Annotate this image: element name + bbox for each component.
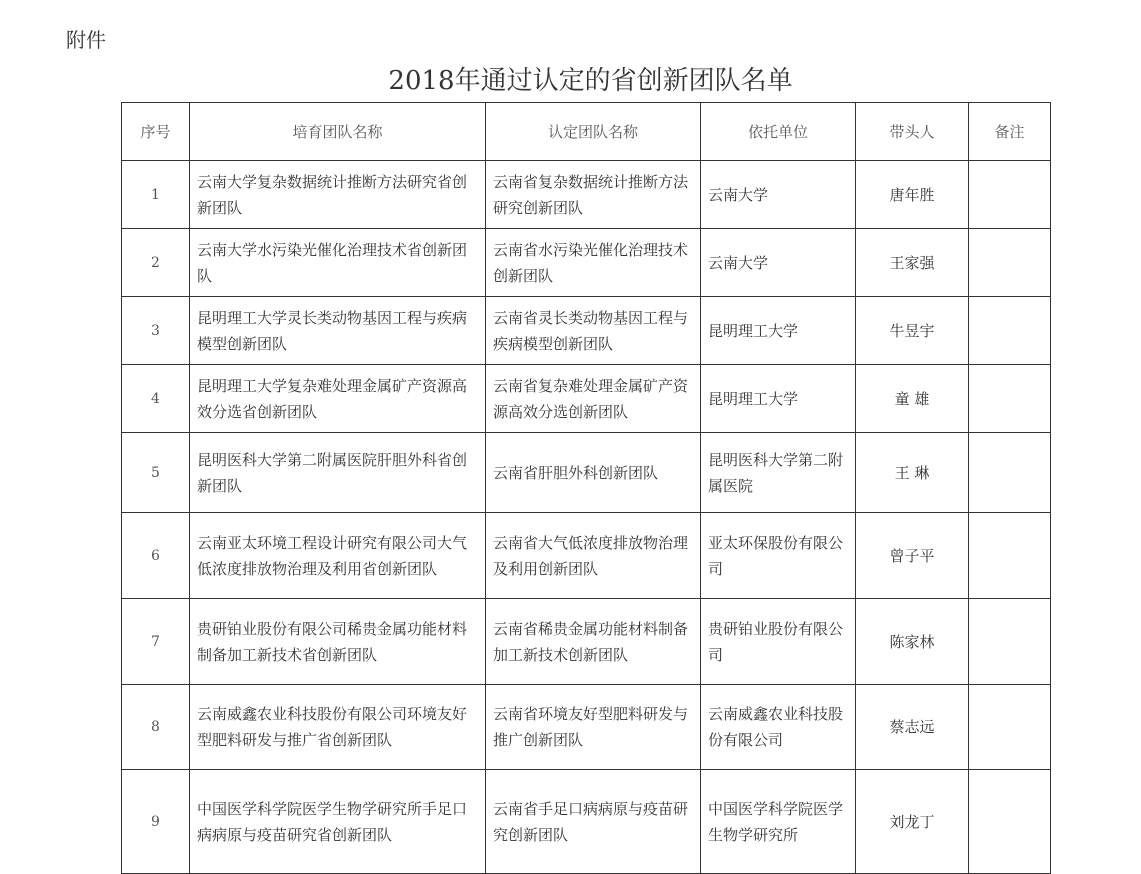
cell-host-unit: 云南大学 bbox=[701, 229, 856, 297]
cell-host-unit: 昆明理工大学 bbox=[701, 297, 856, 365]
cell-certified-team: 云南省稀贵金属功能材料制备加工新技术创新团队 bbox=[486, 599, 701, 685]
cell-cultivate-team: 云南大学复杂数据统计推断方法研究省创新团队 bbox=[190, 161, 486, 229]
cell-no: 6 bbox=[122, 513, 190, 599]
table-row bbox=[122, 685, 1051, 770]
cell-cultivate-team: 云南大学水污染光催化治理技术省创新团队 bbox=[190, 229, 486, 297]
cell-leader: 王 琳 bbox=[856, 433, 969, 513]
cell-leader: 陈家林 bbox=[856, 599, 969, 685]
cell-certified-team: 云南省手足口病病原与疫苗研究创新团队 bbox=[486, 770, 701, 874]
table-row bbox=[122, 161, 1051, 229]
table-row bbox=[122, 433, 1051, 513]
cell-no: 7 bbox=[122, 599, 190, 685]
table-row bbox=[122, 297, 1051, 365]
cell-host-unit: 贵研铂业股份有限公司 bbox=[701, 599, 856, 685]
cell-host-unit: 昆明医科大学第二附属医院 bbox=[701, 433, 856, 513]
cell-certified-team: 云南省复杂数据统计推断方法研究创新团队 bbox=[486, 161, 701, 229]
cell-leader: 唐年胜 bbox=[856, 161, 969, 229]
team-list-table bbox=[121, 102, 1051, 874]
cell-certified-team: 云南省灵长类动物基因工程与疾病模型创新团队 bbox=[486, 297, 701, 365]
cell-note bbox=[969, 433, 1051, 513]
cell-certified-team: 云南省环境友好型肥料研发与推广创新团队 bbox=[486, 685, 701, 770]
cell-no: 2 bbox=[122, 229, 190, 297]
cell-leader: 王家强 bbox=[856, 229, 969, 297]
cell-no: 1 bbox=[122, 161, 190, 229]
cell-cultivate-team: 云南威鑫农业科技股份有限公司环境友好型肥料研发与推广省创新团队 bbox=[190, 685, 486, 770]
header-leader: 带头人 bbox=[856, 103, 969, 161]
cell-no: 5 bbox=[122, 433, 190, 513]
cell-certified-team: 云南省水污染光催化治理技术创新团队 bbox=[486, 229, 701, 297]
cell-cultivate-team: 贵研铂业股份有限公司稀贵金属功能材料制备加工新技术省创新团队 bbox=[190, 599, 486, 685]
cell-certified-team: 云南省复杂难处理金属矿产资源高效分选创新团队 bbox=[486, 365, 701, 433]
attachment-label: 附件 bbox=[66, 28, 106, 52]
header-certified-team: 认定团队名称 bbox=[486, 103, 701, 161]
cell-leader: 童 雄 bbox=[856, 365, 969, 433]
cell-note bbox=[969, 161, 1051, 229]
cell-leader: 曾子平 bbox=[856, 513, 969, 599]
cell-cultivate-team: 云南亚太环境工程设计研究有限公司大气低浓度排放物治理及利用省创新团队 bbox=[190, 513, 486, 599]
cell-host-unit: 云南大学 bbox=[701, 161, 856, 229]
cell-no: 9 bbox=[122, 770, 190, 874]
cell-certified-team: 云南省肝胆外科创新团队 bbox=[486, 433, 701, 513]
header-host-unit: 依托单位 bbox=[701, 103, 856, 161]
header-no: 序号 bbox=[122, 103, 190, 161]
table-row bbox=[122, 599, 1051, 685]
cell-host-unit: 中国医学科学院医学生物学研究所 bbox=[701, 770, 856, 874]
document-title: 2018年通过认定的省创新团队名单 bbox=[388, 66, 793, 96]
header-cultivate-team: 培育团队名称 bbox=[190, 103, 486, 161]
cell-cultivate-team: 中国医学科学院医学生物学研究所手足口病病原与疫苗研究省创新团队 bbox=[190, 770, 486, 874]
table-row bbox=[122, 770, 1051, 874]
table-header-row bbox=[122, 103, 1051, 161]
table-row bbox=[122, 365, 1051, 433]
cell-note bbox=[969, 599, 1051, 685]
cell-host-unit: 云南威鑫农业科技股份有限公司 bbox=[701, 685, 856, 770]
cell-cultivate-team: 昆明医科大学第二附属医院肝胆外科省创新团队 bbox=[190, 433, 486, 513]
cell-leader: 刘龙丁 bbox=[856, 770, 969, 874]
cell-note bbox=[969, 513, 1051, 599]
cell-note bbox=[969, 365, 1051, 433]
cell-certified-team: 云南省大气低浓度排放物治理及利用创新团队 bbox=[486, 513, 701, 599]
cell-cultivate-team: 昆明理工大学复杂难处理金属矿产资源高效分选省创新团队 bbox=[190, 365, 486, 433]
cell-no: 3 bbox=[122, 297, 190, 365]
cell-note bbox=[969, 229, 1051, 297]
cell-leader: 蔡志远 bbox=[856, 685, 969, 770]
cell-host-unit: 昆明理工大学 bbox=[701, 365, 856, 433]
header-note: 备注 bbox=[969, 103, 1051, 161]
cell-host-unit: 亚太环保股份有限公司 bbox=[701, 513, 856, 599]
cell-note bbox=[969, 297, 1051, 365]
table-row bbox=[122, 513, 1051, 599]
cell-cultivate-team: 昆明理工大学灵长类动物基因工程与疾病模型创新团队 bbox=[190, 297, 486, 365]
cell-note bbox=[969, 685, 1051, 770]
cell-leader: 牛昱宇 bbox=[856, 297, 969, 365]
cell-note bbox=[969, 770, 1051, 874]
cell-no: 8 bbox=[122, 685, 190, 770]
table-row bbox=[122, 229, 1051, 297]
cell-no: 4 bbox=[122, 365, 190, 433]
